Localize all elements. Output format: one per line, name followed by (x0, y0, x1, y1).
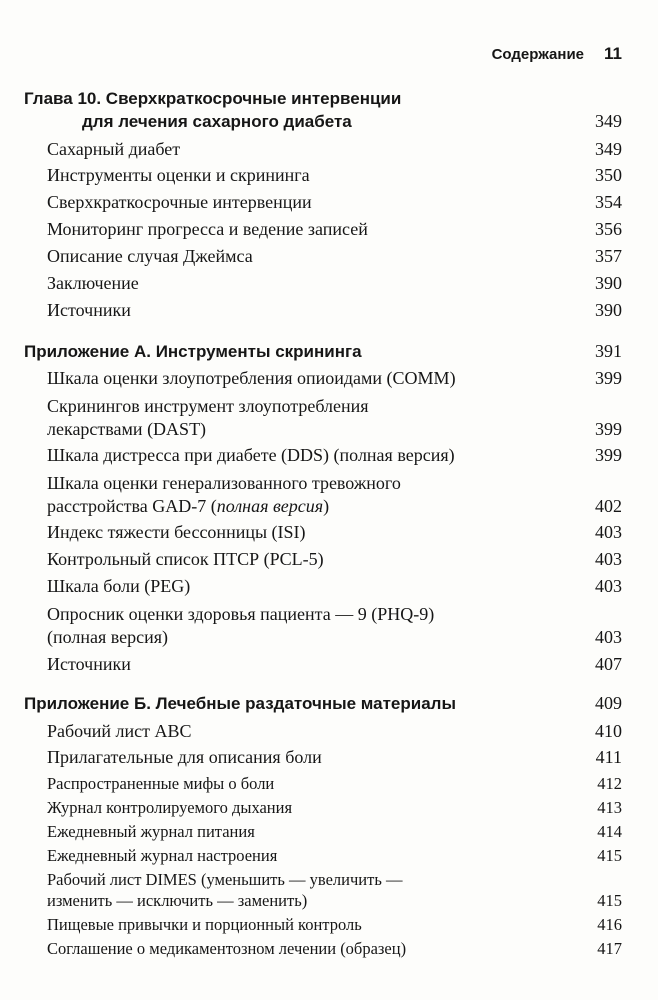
toc-entry-page: 414 (597, 822, 622, 841)
chapter-title-line1: Глава 10. Сверхкраткосрочные интервенции (24, 89, 402, 108)
toc-entry-label: Пищевые привычки и порционный контроль (47, 915, 362, 934)
toc-entry-page: 349 (595, 139, 622, 159)
toc-entry-page: 407 (595, 654, 622, 674)
toc-entry-page: 403 (595, 576, 622, 596)
toc-entry-label: Описание случая Джеймса (47, 246, 253, 266)
toc-entry-page: 411 (595, 747, 622, 767)
toc-entry-page: 417 (597, 939, 622, 958)
toc-entry-label: Сверхкраткосрочные интервенции (47, 192, 312, 212)
toc-entry-page: 399 (595, 445, 622, 465)
toc-entry-label: Мониторинг прогресса и ведение записей (47, 219, 368, 239)
toc-entry-label: Ежедневный журнал питания (47, 822, 255, 841)
toc-entry-page: 390 (595, 273, 622, 293)
toc-entry-label: Инструменты оценки и скрининга (47, 165, 310, 185)
toc-entry-label: Шкала оценки генерализованного тревожного (47, 473, 401, 493)
toc-entry-label: Журнал контролируемого дыхания (47, 798, 293, 817)
toc-entry-label: Шкала оценки злоупотребления опиоидами (COMM) (47, 368, 456, 388)
toc-entry-label-part: расстройства GAD-7 ( (47, 496, 217, 516)
toc-entry-label-part: ) (323, 496, 330, 516)
chapter-page: 349 (595, 111, 622, 131)
appendix-title: Приложение А. Инструменты скрининга (24, 342, 362, 361)
toc-entry-page: 350 (595, 165, 622, 185)
toc-entry-label: Шкала дистресса при диабете (DDS) (полная версия) (47, 445, 455, 465)
toc-entry-label: Сахарный диабет (47, 139, 181, 159)
toc-entry-label: Скринингов инструмент злоупотребления (47, 396, 369, 416)
toc-entry-label: Соглашение о медикаментозном лечении (образец) (47, 939, 407, 958)
toc-entry-page: 410 (595, 721, 622, 741)
toc-entry-page: 356 (595, 219, 622, 239)
toc-entry-label: Заключение (47, 273, 139, 293)
toc-entry-label: Индекс тяжести бессонницы (ISI) (47, 522, 306, 542)
toc-entry-page: 390 (595, 300, 622, 320)
toc-entry-page: 416 (597, 915, 622, 934)
running-header-title: Содержание (491, 46, 585, 63)
toc-entry-page: 412 (597, 774, 622, 793)
toc-entry-page: 403 (595, 522, 622, 542)
page-number: 11 (604, 44, 622, 63)
toc-entry-label: Ежедневный журнал настроения (47, 846, 278, 865)
toc-entry-label: Шкала боли (PEG) (47, 576, 191, 596)
toc-entry-page: 354 (595, 192, 622, 212)
toc-entry-label: (полная версия) (47, 627, 169, 647)
toc-entry-page: 415 (597, 891, 622, 910)
toc-entry-page: 415 (597, 846, 622, 865)
toc-entry-label (47, 495, 329, 518)
toc-entry-label: Распространенные мифы о боли (47, 774, 275, 793)
toc-entry-label: изменить — исключить — заменить) (47, 891, 308, 910)
toc-entry-label: Опросник оценки здоровья пациента — 9 (PHQ-9) (47, 604, 435, 624)
appendix-page: 409 (595, 693, 622, 713)
chapter-title-line2: для лечения сахарного диабета (82, 112, 352, 131)
toc-entry-page: 399 (595, 368, 622, 388)
toc-entry-label-italic: полная версия (216, 496, 324, 516)
toc-entry-label: лекарствами (DAST) (47, 419, 207, 439)
toc-entry-label: Источники (47, 300, 131, 320)
toc-entry-label: Рабочий лист ABC (47, 721, 192, 741)
toc-entry-page: 399 (595, 419, 622, 439)
toc-entry-page: 402 (595, 496, 622, 516)
toc-entry-label: Прилагательные для описания боли (47, 747, 322, 767)
toc-entry-page: 357 (595, 246, 622, 266)
toc-entry-label: Источники (47, 654, 131, 674)
toc-entry-page: 413 (597, 798, 622, 817)
appendix-title: Приложение Б. Лечебные раздаточные материалы (24, 694, 456, 713)
toc-entry-page: 403 (595, 549, 622, 569)
appendix-page: 391 (595, 341, 622, 361)
toc-entry-label: Рабочий лист DIMES (уменьшить — увеличить — (47, 870, 403, 889)
toc-entry-label: Контрольный список ПТСР (PCL-5) (47, 549, 324, 569)
toc-entry-page: 403 (595, 627, 622, 647)
